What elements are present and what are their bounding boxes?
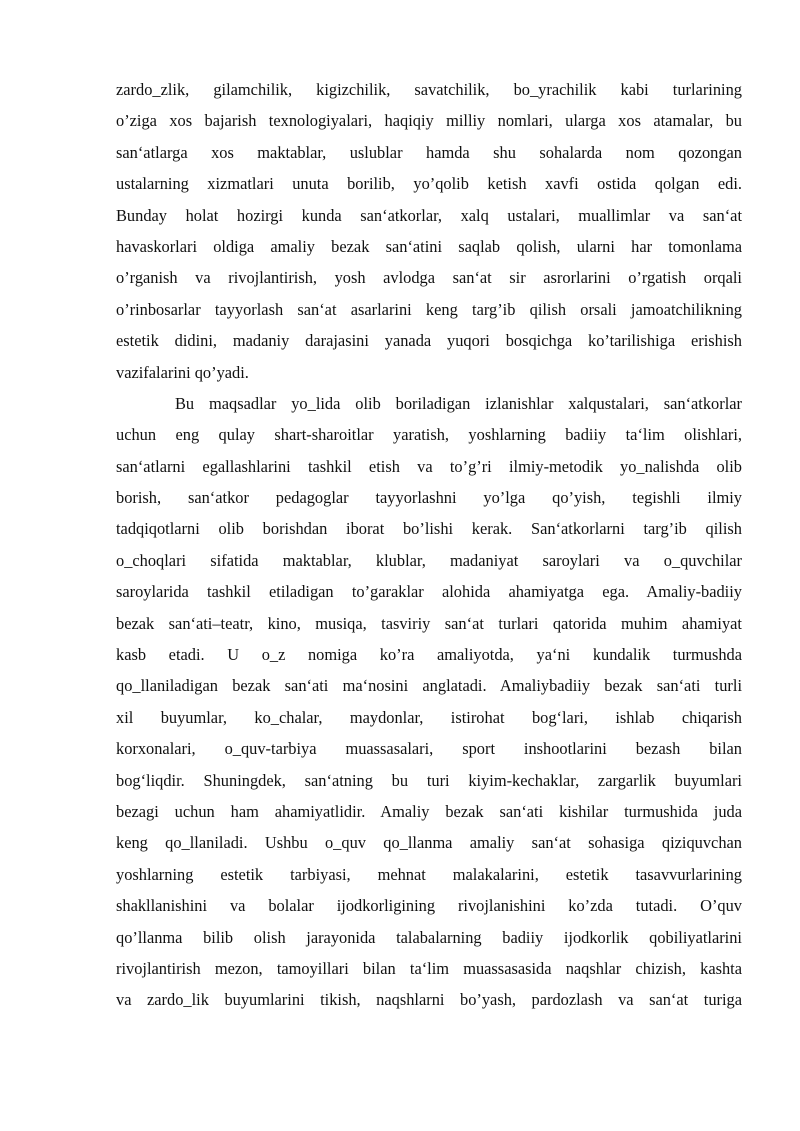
text-line: Bunday holat hozirgi kunda san‘atkorlar, xalq ustalari, muallimlar va san‘at	[116, 205, 742, 225]
text-line: rivojlantirish mezon, tamoyillari bilan ta‘lim muassasasida naqshlar chizish, kashta	[116, 958, 742, 978]
text-line: bezagi uchun ham ahamiyatlidir. Amaliy bezak san‘ati kishilar turmushida juda	[116, 801, 742, 821]
text-line: o’rinbosarlar tayyorlash san‘at asarlarini keng targ’ib qilish orsali jamoatchilikning	[116, 299, 742, 319]
text-line: qo’llanma bilib olish jarayonida talabalarning badiiy ijodkorlik qobiliyatlarini	[116, 927, 742, 947]
document-page	[116, 74, 742, 1016]
text-line: tadqiqotlarni olib borishdan iborat bo’lishi kerak. San‘atkorlarni targ’ib qilish	[116, 519, 742, 539]
text-line: san‘atlarga xos maktablar, uslublar hamda shu sohalarda nom qozongan	[116, 142, 742, 162]
text-line: o_choqlari sifatida maktablar, klublar, madaniyat saroylari va o_quvchilar	[116, 550, 742, 570]
text-line: Bu maqsadlar yo_lida olib boriladigan izlanishlar xalqustalari, san‘atkorlar	[175, 393, 742, 413]
text-line: san‘atlarni egallashlarini tashkil etish va to’g’ri ilmiy-metodik yo_nalishda olib	[116, 456, 742, 476]
text-line: yoshlarning estetik tarbiyasi, mehnat malakalarini, estetik tasavvurlarining	[116, 864, 742, 884]
text-line: korxonalari, o_quv-tarbiya muassasalari, sport inshootlarini bezash bilan	[116, 739, 742, 759]
paragraph-1	[116, 74, 742, 388]
text-line: o’ziga xos bajarish texnologiyalari, haqiqiy milliy nomlari, ularga xos atamalar, bu	[116, 111, 742, 131]
text-line: bezak san‘ati–teatr, kino, musiqa, tasviriy san‘at turlari qatorida muhim ahamiyat	[116, 613, 742, 633]
text-line: kasb etadi. U o_z nomiga ko’ra amaliyotda, ya‘ni kundalik turmushda	[116, 645, 742, 665]
text-line: ustalarning xizmatlari unuta borilib, yo’qolib ketish xavfi ostida qolgan edi.	[116, 174, 742, 194]
text-line: va zardo_lik buyumlarini tikish, naqshlarni bo’yash, pardozlash va san‘at turiga	[116, 990, 742, 1010]
text-line: uchun eng qulay shart-sharoitlar yaratish, yoshlarning badiiy ta‘lim olishlari,	[116, 425, 742, 445]
text-line: xil buyumlar, ko_chalar, maydonlar, istirohat bog‘lari, ishlab chiqarish	[116, 707, 742, 727]
text-line: vazifalarini qo’yadi.	[116, 362, 249, 382]
text-line: qo_llaniladigan bezak san‘ati ma‘nosini anglatadi. Amaliybadiiy bezak san‘ati turli	[116, 676, 742, 696]
text-line: o’rganish va rivojlantirish, yosh avlodga san‘at sir asrorlarini o’rgatish orqali	[116, 268, 742, 288]
text-line: zardo_zlik, gilamchilik, kigizchilik, savatchilik, bo_yrachilik kabi turlarining	[116, 80, 742, 99]
text-line: bog‘liqdir. Shuningdek, san‘atning bu turi kiyim-kechaklar, zargarlik buyumlari	[116, 770, 742, 790]
text-line: estetik didini, madaniy darajasini yanada yuqori bosqichga ko’tarilishiga erishish	[116, 331, 742, 351]
paragraph-2	[116, 388, 742, 1016]
text-line: shakllanishini va bolalar ijodkorligining rivojlanishini ko’zda tutadi. O’quv	[116, 896, 742, 916]
text-line: havaskorlari oldiga amaliy bezak san‘atini saqlab qolish, ularni har tomonlama	[116, 236, 742, 256]
text-line: borish, san‘atkor pedagoglar tayyorlashni yo’lga qo’yish, tegishli ilmiy	[116, 488, 742, 508]
text-line: keng qo_llaniladi. Ushbu o_quv qo_llanma amaliy san‘at sohasiga qiziquvchan	[116, 833, 742, 853]
text-line: saroylarida tashkil etiladigan to’garaklar alohida ahamiyatga ega. Amaliy-badiiy	[116, 582, 742, 602]
